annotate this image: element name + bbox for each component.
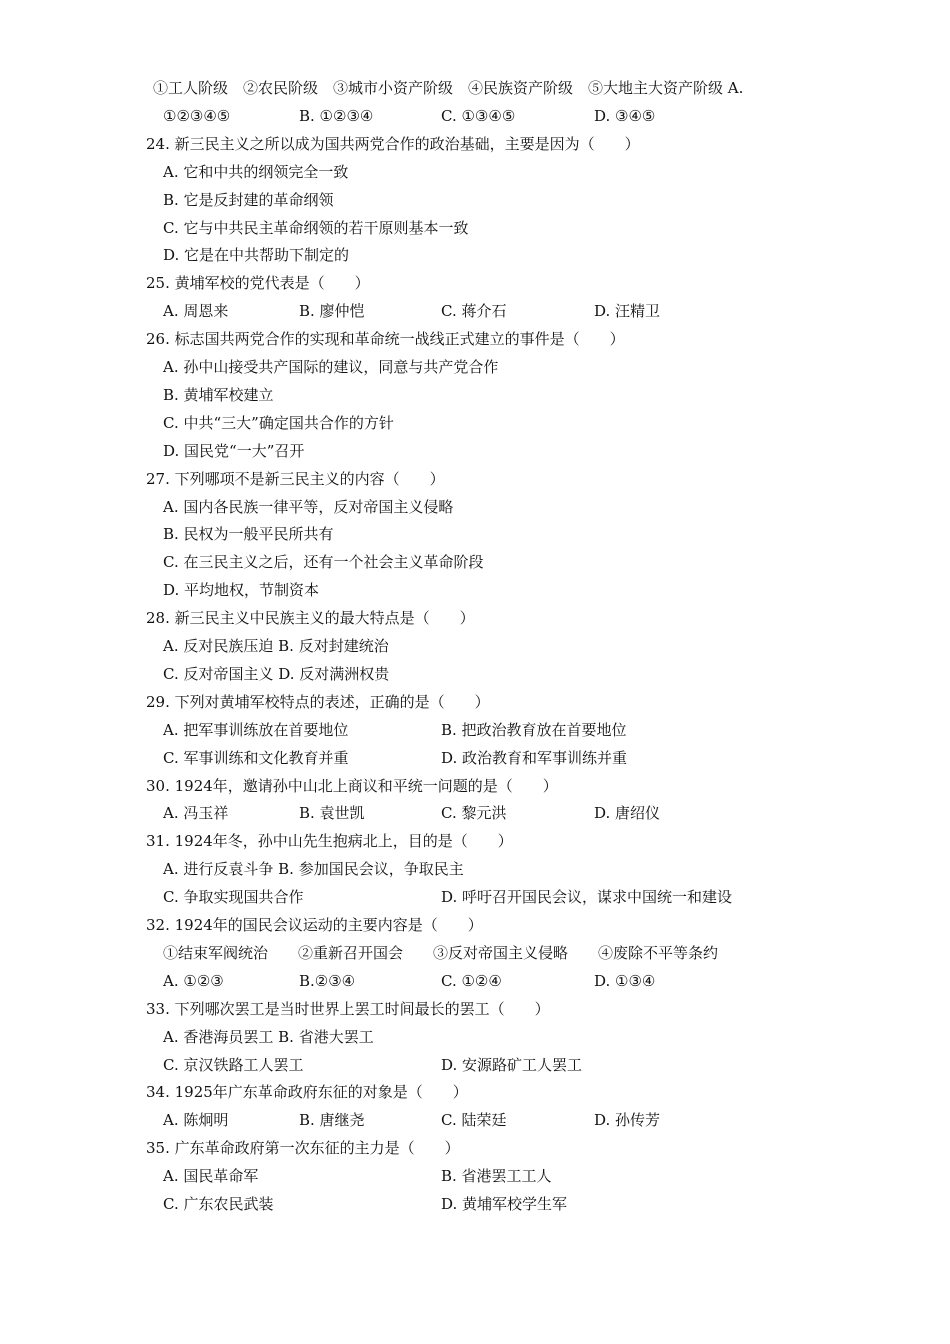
- q33-options-cd-text-1: C. 京汉铁路工人罢工: [163, 1055, 304, 1074]
- q26-option-c: [0, 409, 950, 437]
- q24-stem: [0, 130, 950, 158]
- q26-option-c-text-1: C. 中共“三大”确定国共合作的方针: [163, 413, 394, 432]
- q30-stem: [0, 772, 950, 800]
- q32-stem: [0, 911, 950, 939]
- q26-option-a: [0, 353, 950, 381]
- q27-option-c-text-1: C. 在三民主义之后，还有一个社会主义革命阶段: [163, 553, 484, 572]
- q33-options-ab: [0, 1023, 950, 1051]
- q27-option-c: [0, 548, 950, 576]
- q24-option-b: [0, 186, 950, 214]
- q23-options-line-1-text-1: ①工人阶级 ②农民阶级 ③城市小资产阶级 ④民族资产阶级 ⑤大地主大资产阶级 A.: [153, 79, 744, 97]
- q25-options: [0, 297, 950, 325]
- q32-options-text-2: B.②③④: [299, 971, 356, 990]
- q34-stem: [0, 1078, 950, 1106]
- q31-options-cd-text-1: C. 争取实现国共合作: [163, 888, 304, 907]
- q35-stem-text-1: 35. 广东革命政府第一次东征的主力是（ ）: [146, 1139, 460, 1158]
- q25-stem-text-1: 25. 黄埔军校的党代表是（ ）: [146, 274, 370, 293]
- q30-options-text-3: C. 黎元洪: [441, 804, 507, 823]
- q25-options-text-4: D. 汪精卫: [594, 302, 661, 321]
- q27-option-a: [0, 493, 950, 521]
- q34-options-text-2: B. 唐继尧: [299, 1111, 365, 1130]
- q26-option-d-text-1: D. 国民党“一大”召开: [163, 441, 305, 460]
- q31-stem: [0, 827, 950, 855]
- q26-option-d: [0, 437, 950, 465]
- q24-option-d-text-1: D. 它是在中共帮助下制定的: [163, 246, 350, 265]
- q31-options-cd-text-2: D. 呼吁召开国民会议，谋求中国统一和建设: [441, 888, 733, 907]
- q33-stem-text-1: 33. 下列哪次罢工是当时世界上罢工时间最长的罢工（ ）: [146, 999, 550, 1018]
- q29-options-cd-text-2: D. 政治教育和军事训练并重: [441, 748, 628, 767]
- q30-options-text-4: D. 唐绍仪: [594, 804, 661, 823]
- q28-stem-text-1: 28. 新三民主义中民族主义的最大特点是（ ）: [146, 609, 475, 628]
- q24-option-d: [0, 241, 950, 269]
- q35-options-cd-text-2: D. 黄埔军校学生军: [441, 1195, 568, 1213]
- q25-stem: [0, 269, 950, 297]
- q28-options-cd-text-1: C. 反对帝国主义 D. 反对满洲权贵: [163, 664, 390, 683]
- q35-options-cd-text-1: C. 广东农民武装: [163, 1195, 274, 1213]
- q30-stem-text-1: 30. 1924年，邀请孙中山北上商议和平统一问题的是（ ）: [146, 776, 558, 795]
- q29-options-cd-text-1: C. 军事训练和文化教育并重: [163, 748, 349, 767]
- q26-stem: [0, 325, 950, 353]
- q23-options-line-1: [0, 74, 950, 102]
- q24-option-a-text-1: A. 它和中共的纲领完全一致: [163, 162, 349, 181]
- q31-stem-text-1: 31. 1924年冬，孙中山先生抱病北上，目的是（ ）: [146, 832, 513, 851]
- q30-options-text-2: B. 袁世凯: [299, 804, 365, 823]
- q35-options-cd: [0, 1190, 950, 1218]
- q25-options-text-1: A. 周恩来: [163, 302, 229, 321]
- q26-option-a-text-1: A. 孙中山接受共产国际的建议，同意与共产党合作: [163, 358, 499, 376]
- q31-options-ab: [0, 855, 950, 883]
- q27-stem-text-1: 27. 下列哪项不是新三民主义的内容（ ）: [146, 469, 445, 488]
- q32-stem-text-1: 32. 1924年的国民会议运动的主要内容是（ ）: [146, 916, 483, 934]
- q31-options-cd: [0, 883, 950, 911]
- q28-options-ab: [0, 632, 950, 660]
- q23-options-line-2-text-1: ①②③④⑤: [163, 106, 231, 125]
- q35-options-ab: [0, 1162, 950, 1190]
- q30-options-text-1: A. 冯玉祥: [163, 804, 229, 823]
- q23-options-line-2: [0, 102, 950, 130]
- q35-options-ab-text-1: A. 国民革命军: [163, 1167, 259, 1186]
- q27-option-b: [0, 520, 950, 548]
- q25-options-text-3: C. 蒋介石: [441, 302, 507, 321]
- q28-options-ab-text-1: A. 反对民族压迫 B. 反对封建统治: [163, 637, 389, 655]
- q32-options-text-3: C. ①②④: [441, 971, 502, 990]
- q31-options-ab-text-1: A. 进行反袁斗争 B. 参加国民会议，争取民主: [163, 860, 464, 879]
- q35-options-ab-text-2: B. 省港罢工工人: [441, 1167, 552, 1186]
- q23-options-line-2-text-2: B. ①②③④: [299, 106, 374, 125]
- q23-options-line-2-text-3: C. ①③④⑤: [441, 106, 516, 125]
- q33-options-cd-text-2: D. 安源路矿工人罢工: [441, 1055, 583, 1074]
- q24-option-c-text-1: C. 它与中共民主革命纲领的若干原则基本一致: [163, 218, 469, 237]
- q29-options-ab: [0, 716, 950, 744]
- q27-option-a-text-1: A. 国内各民族一律平等，反对帝国主义侵略: [163, 497, 454, 516]
- q29-stem: [0, 688, 950, 716]
- q34-options-text-1: A. 陈炯明: [163, 1111, 229, 1130]
- q33-options-ab-text-1: A. 香港海员罢工 B. 省港大罢工: [163, 1027, 374, 1046]
- q24-option-c: [0, 214, 950, 242]
- q32-options-text-1: A. ①②③: [163, 971, 224, 990]
- q34-options-text-4: D. 孙传芳: [594, 1111, 661, 1130]
- q32-items: [0, 939, 950, 967]
- q34-stem-text-1: 34. 1925年广东革命政府东征的对象是（ ）: [146, 1083, 468, 1102]
- q28-stem: [0, 604, 950, 632]
- q34-options-text-3: C. 陆荣廷: [441, 1111, 507, 1130]
- q30-options: [0, 799, 950, 827]
- q32-items-text-1: ①结束军阀统治 ②重新召开国会 ③反对帝国主义侵略 ④废除不平等条约: [163, 943, 719, 962]
- q29-stem-text-1: 29. 下列对黄埔军校特点的表述，正确的是（ ）: [146, 692, 490, 711]
- q28-options-cd: [0, 660, 950, 688]
- q33-options-cd: [0, 1051, 950, 1079]
- q26-option-b-text-1: B. 黄埔军校建立: [163, 385, 274, 404]
- q29-options-cd: [0, 744, 950, 772]
- q23-options-line-2-text-4: D. ③④⑤: [594, 106, 656, 125]
- q26-stem-text-1: 26. 标志国共两党合作的实现和革命统一战线正式建立的事件是（ ）: [146, 330, 625, 349]
- q26-option-b: [0, 381, 950, 409]
- q32-options-text-4: D. ①③④: [594, 971, 656, 990]
- q24-stem-text-1: 24. 新三民主义之所以成为国共两党合作的政治基础，主要是因为（ ）: [146, 134, 640, 153]
- q32-options: [0, 967, 950, 995]
- q27-option-b-text-1: B. 民权为一般平民所共有: [163, 525, 334, 544]
- q24-option-a: [0, 158, 950, 186]
- q27-option-d-text-1: D. 平均地权，节制资本: [163, 581, 320, 600]
- q29-options-ab-text-1: A. 把军事训练放在首要地位: [163, 720, 349, 739]
- q24-option-b-text-1: B. 它是反封建的革命纲领: [163, 190, 334, 209]
- q35-stem: [0, 1134, 950, 1162]
- q27-stem: [0, 465, 950, 493]
- q34-options: [0, 1106, 950, 1134]
- q29-options-ab-text-2: B. 把政治教育放在首要地位: [441, 720, 627, 739]
- q27-option-d: [0, 576, 950, 604]
- q25-options-text-2: B. 廖仲恺: [299, 302, 365, 321]
- q33-stem: [0, 995, 950, 1023]
